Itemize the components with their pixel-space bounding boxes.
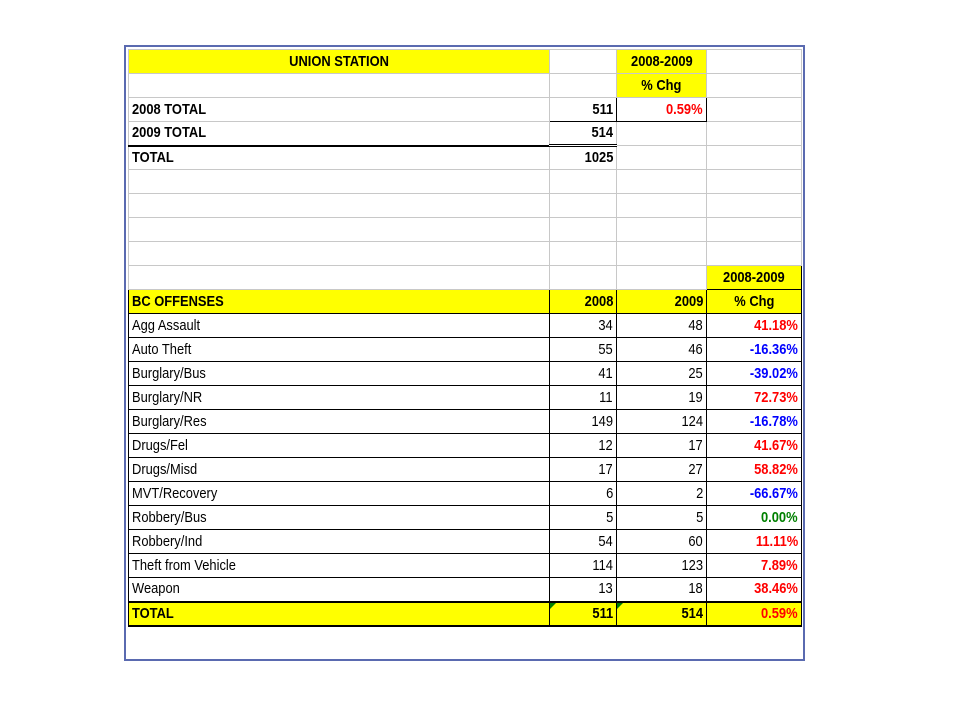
empty-cell[interactable]: [707, 146, 802, 170]
offense-row: [129, 362, 802, 386]
row-label[interactable]: 2009 TOTAL: [129, 122, 550, 146]
total-label[interactable]: TOTAL: [129, 602, 550, 626]
empty-cell[interactable]: [550, 74, 617, 98]
count-2009[interactable]: 27: [617, 458, 707, 482]
total-2008[interactable]: 511: [550, 602, 617, 626]
count-2008[interactable]: 41: [550, 362, 617, 386]
empty-cell[interactable]: [617, 266, 707, 290]
row-label[interactable]: 2008 TOTAL: [129, 98, 550, 122]
empty-cell[interactable]: [617, 146, 707, 170]
empty-cell[interactable]: [617, 242, 707, 266]
empty-cell[interactable]: [707, 98, 802, 122]
count-2008[interactable]: 34: [550, 314, 617, 338]
count-2008[interactable]: 55: [550, 338, 617, 362]
offense-row: [129, 410, 802, 434]
spreadsheet-frame: [124, 45, 805, 661]
empty-cell[interactable]: [129, 242, 550, 266]
offense-row: [129, 506, 802, 530]
header-2009[interactable]: 2009: [617, 290, 707, 314]
offense-label[interactable]: Theft from Vehicle: [129, 554, 550, 578]
empty-cell[interactable]: [707, 218, 802, 242]
chg-cell[interactable]: 0.59%: [617, 98, 707, 122]
count-2008[interactable]: 6: [550, 482, 617, 506]
offense-header-row: [129, 290, 802, 314]
offense-row: [129, 386, 802, 410]
total-2009[interactable]: 514: [617, 602, 707, 626]
count-2008[interactable]: 17: [550, 458, 617, 482]
offense-label[interactable]: Weapon: [129, 578, 550, 602]
pct-change[interactable]: 0.00%: [707, 506, 802, 530]
offense-label[interactable]: Burglary/Bus: [129, 362, 550, 386]
pct-change[interactable]: -16.36%: [707, 338, 802, 362]
count-2008[interactable]: 54: [550, 530, 617, 554]
header-2008[interactable]: 2008: [550, 290, 617, 314]
count-2009[interactable]: 18: [617, 578, 707, 602]
count-2008[interactable]: 149: [550, 410, 617, 434]
offense-row: [129, 530, 802, 554]
spreadsheet-grid: [128, 49, 801, 657]
pct-change[interactable]: -66.67%: [707, 482, 802, 506]
count-2009[interactable]: 60: [617, 530, 707, 554]
empty-cell[interactable]: [617, 218, 707, 242]
chg-header-row: [129, 74, 802, 98]
pct-change[interactable]: 38.46%: [707, 578, 802, 602]
pct-change[interactable]: 11.11%: [707, 530, 802, 554]
empty-cell[interactable]: [550, 194, 617, 218]
empty-cell[interactable]: [129, 266, 550, 290]
chg-header-cell[interactable]: % Chg: [617, 74, 707, 98]
empty-cell[interactable]: [550, 266, 617, 290]
grand-total-row: [129, 146, 802, 170]
total-2008-row: [129, 98, 802, 122]
empty-cell[interactable]: [707, 170, 802, 194]
empty-cell[interactable]: [129, 218, 550, 242]
empty-cell[interactable]: [707, 242, 802, 266]
empty-cell[interactable]: [550, 50, 617, 74]
pct-change[interactable]: 41.67%: [707, 434, 802, 458]
value-cell[interactable]: 511: [550, 98, 617, 122]
empty-cell[interactable]: [550, 242, 617, 266]
pct-change[interactable]: -39.02%: [707, 362, 802, 386]
count-2009[interactable]: 5: [617, 506, 707, 530]
blank-row: [129, 194, 802, 218]
offense-label[interactable]: Agg Assault: [129, 314, 550, 338]
offense-row: [129, 458, 802, 482]
offense-label[interactable]: Robbery/Ind: [129, 530, 550, 554]
pct-change[interactable]: 41.18%: [707, 314, 802, 338]
empty-cell[interactable]: [550, 170, 617, 194]
union-station-table: [128, 49, 802, 627]
offense-row: [129, 482, 802, 506]
offense-row: [129, 554, 802, 578]
offense-label[interactable]: Drugs/Fel: [129, 434, 550, 458]
empty-cell[interactable]: [707, 74, 802, 98]
empty-cell[interactable]: [617, 170, 707, 194]
blank-row: [129, 170, 802, 194]
offense-period-row: [129, 266, 802, 290]
empty-cell[interactable]: [129, 194, 550, 218]
title-cell[interactable]: UNION STATION: [129, 50, 550, 74]
empty-cell[interactable]: [550, 218, 617, 242]
offense-row: [129, 434, 802, 458]
empty-cell[interactable]: [707, 122, 802, 146]
offense-header-label[interactable]: BC OFFENSES: [129, 290, 550, 314]
empty-cell[interactable]: [617, 194, 707, 218]
count-2008[interactable]: 12: [550, 434, 617, 458]
empty-cell[interactable]: [707, 50, 802, 74]
count-2009[interactable]: 46: [617, 338, 707, 362]
count-2009[interactable]: 123: [617, 554, 707, 578]
offense-period-header[interactable]: 2008-2009: [707, 266, 802, 290]
total-chg[interactable]: 0.59%: [707, 602, 802, 626]
title-row: [129, 50, 802, 74]
offense-total-row: [129, 602, 802, 626]
offense-row: [129, 314, 802, 338]
count-2008[interactable]: 11: [550, 386, 617, 410]
count-2009[interactable]: 17: [617, 434, 707, 458]
empty-cell[interactable]: [707, 194, 802, 218]
offense-row: [129, 578, 802, 602]
pct-change[interactable]: 7.89%: [707, 554, 802, 578]
offense-label[interactable]: Burglary/NR: [129, 386, 550, 410]
blank-row: [129, 218, 802, 242]
count-2008[interactable]: 114: [550, 554, 617, 578]
offense-label[interactable]: MVT/Recovery: [129, 482, 550, 506]
offense-label[interactable]: Auto Theft: [129, 338, 550, 362]
count-2008[interactable]: 13: [550, 578, 617, 602]
offense-row: [129, 338, 802, 362]
row-label[interactable]: TOTAL: [129, 146, 550, 170]
empty-cell[interactable]: [129, 74, 550, 98]
count-2009[interactable]: 25: [617, 362, 707, 386]
pct-change[interactable]: 58.82%: [707, 458, 802, 482]
total-2009-row: [129, 122, 802, 146]
offense-label[interactable]: Burglary/Res: [129, 410, 550, 434]
period-header-cell[interactable]: 2008-2009: [617, 50, 707, 74]
value-cell[interactable]: 514: [550, 122, 617, 146]
header-chg[interactable]: % Chg: [707, 290, 802, 314]
pct-change[interactable]: -16.78%: [707, 410, 802, 434]
count-2009[interactable]: 19: [617, 386, 707, 410]
pct-change[interactable]: 72.73%: [707, 386, 802, 410]
count-2009[interactable]: 124: [617, 410, 707, 434]
blank-row: [129, 242, 802, 266]
value-cell[interactable]: 1025: [550, 146, 617, 170]
count-2009[interactable]: 2: [617, 482, 707, 506]
empty-cell[interactable]: [617, 122, 707, 146]
empty-cell[interactable]: [129, 170, 550, 194]
count-2009[interactable]: 48: [617, 314, 707, 338]
offense-label[interactable]: Robbery/Bus: [129, 506, 550, 530]
offense-label[interactable]: Drugs/Misd: [129, 458, 550, 482]
count-2008[interactable]: 5: [550, 506, 617, 530]
